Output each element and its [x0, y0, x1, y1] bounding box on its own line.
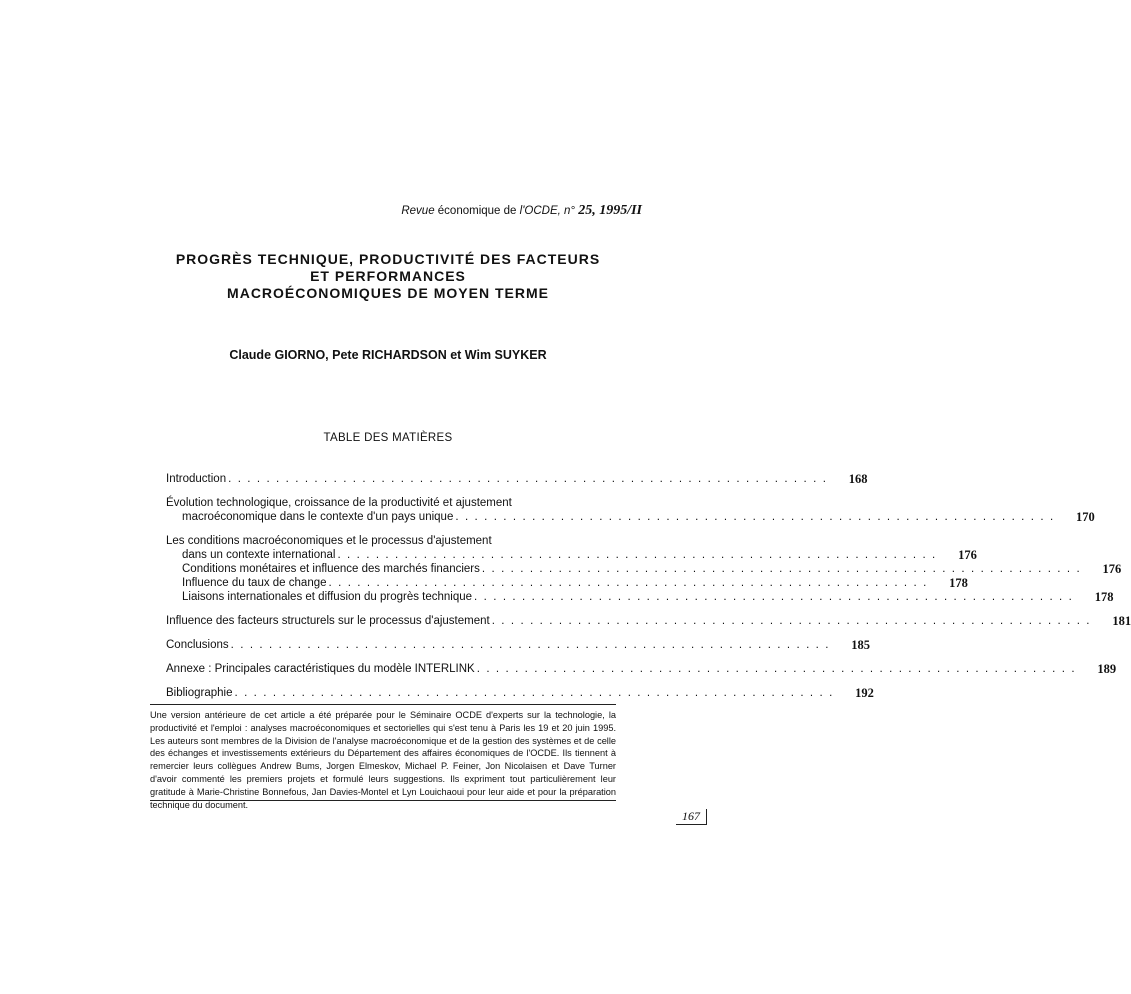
toc-leader-dots: . . . . . . . . . . . . . . . . . . . . . . . . . . . . . . . . . . . . . . . . . . . . . . . . . . . . . . . . . . . . . . .	[476, 663, 1077, 675]
title-line-2: ET PERFORMANCES	[310, 268, 466, 284]
toc-page-number: 185	[851, 638, 871, 652]
toc-leader-dots: . . . . . . . . . . . . . . . . . . . . . . . . . . . . . . . . . . . . . . . . . . . . . . . . . . . . . . . . . . . . . . .	[455, 511, 1055, 523]
toc-label-line-2: macroéconomique dans le contexte d'un pays unique	[182, 511, 454, 523]
footnote: Une version antérieure de cet article a été préparée pour le Séminaire OCDE d'experts sur la technologie, la productivité et l'emploi : analyses macroéconomiques et sectorielles qui s'est tenu à Paris les 19 et 20 juin 1995. Les auteurs sont membres de la Division de l'analyse macroéconomique et de la gestion des systèmes et de celle des échanges et investissements extérieurs du Département des affaires économiques de l'OCDE. Ils tiennent à remercier leurs collègues Andrew Bums, Jorgen Elmeskov, Michael P. Feiner, Jon Nicolaisen et Dave Turner d'avoir commenté les premiers projets et formulé leurs suggestions. Ils expriment tout particulièrement leur gratitude à Marie-Christine Bonnefous, Jan Davies-Montel et Lyn Louichaoui pour leur aide et pour la préparation technique du document.	[150, 710, 616, 810]
journal-name: l'OCDE, n°	[519, 205, 579, 217]
toc-page-number: 178	[949, 576, 968, 590]
toc-page-number: 170	[1076, 510, 1095, 524]
toc-leader-dots: . . . . . . . . . . . . . . . . . . . . . . . . . . . . . . . . . . . . . . . . . . . . . . . . . . . . . . . . . . . . . . .	[474, 591, 1074, 603]
toc-leader-dots: . . . . . . . . . . . . . . . . . . . . . . . . . . . . . . . . . . . . . . . . . . . . . . . . . . . . . . . . . . . . . . .	[481, 563, 1082, 575]
toc-page-number: 168	[848, 472, 868, 486]
toc-label: Conclusions	[166, 639, 229, 651]
toc-entry-bibliography[interactable]	[166, 686, 874, 700]
toc-leader-dots: . . . . . . . . . . . . . . . . . . . . . . . . . . . . . . . . . . . . . . . . . . . . . . . . . . . . . . . . . . . . . . .	[337, 549, 937, 561]
toc-page-number: 181	[1112, 614, 1131, 628]
toc-label: Bibliographie	[166, 687, 233, 699]
page-number: 167	[676, 809, 707, 825]
toc-label-line-1: Évolution technologique, croissance de la productivité et ajustement	[166, 497, 512, 509]
title-line-1: PROGRÈS TECHNIQUE, PRODUCTIVITÉ DES FACTEURS	[175, 251, 601, 267]
toc-label: Annexe : Principales caractéristiques du modèle INTERLINK	[166, 663, 475, 675]
toc-label: Introduction	[166, 473, 227, 485]
toc-page-number: 176	[958, 548, 977, 562]
toc-label: Liaisons internationales et diffusion du progrès technique	[182, 591, 473, 603]
article-title	[120, 251, 656, 302]
table-of-contents	[166, 472, 1131, 700]
toc-page-number: 192	[855, 686, 874, 700]
journal-prefix: Revue	[401, 205, 435, 217]
toc-leader-dots: . . . . . . . . . . . . . . . . . . . . . . . . . . . . . . . . . . . . . . . . . . . . . . . . . . . . . . . . . . . . . . .	[228, 473, 828, 485]
toc-label: Influence du taux de change	[182, 577, 327, 589]
journal-reference	[401, 203, 642, 219]
title-line-3: MACROÉCONOMIQUES DE MOYEN TERME	[227, 285, 549, 301]
toc-page-number: 176	[1102, 562, 1122, 576]
journal-issue-number: 25, 1995/II	[578, 203, 642, 218]
footnote-bottom-rule	[150, 800, 616, 801]
toc-entry-conclusions[interactable]	[166, 638, 871, 652]
toc-label: Influence des facteurs structurels sur le processus d'ajustement	[166, 615, 490, 627]
toc-entry-conditions[interactable]	[166, 534, 977, 562]
toc-entry-introduction[interactable]	[166, 472, 868, 486]
toc-label-line-2: dans un contexte international	[182, 549, 336, 561]
toc-label: Conditions monétaires et influence des marchés financiers	[182, 563, 480, 575]
toc-leader-dots: . . . . . . . . . . . . . . . . . . . . . . . . . . . . . . . . . . . . . . . . . . . . . . . . . . . . . . . . . . . . . . .	[491, 615, 1092, 627]
toc-page-number: 178	[1094, 590, 1114, 604]
toc-label-line-1: Les conditions macroéconomiques et le processus d'ajustement	[166, 535, 492, 547]
toc-entry-exchange-rate[interactable]	[166, 576, 968, 590]
toc-heading: TABLE DES MATIÈRES	[323, 432, 453, 444]
toc-leader-dots: . . . . . . . . . . . . . . . . . . . . . . . . . . . . . . . . . . . . . . . . . . . . . . . . . . . . . . . . . . . . . . .	[328, 577, 928, 589]
toc-entry-structural-factors[interactable]	[166, 614, 1131, 628]
journal-middle: économique de	[434, 205, 520, 217]
toc-entry-annex[interactable]	[166, 662, 1117, 676]
toc-leader-dots: . . . . . . . . . . . . . . . . . . . . . . . . . . . . . . . . . . . . . . . . . . . . . . . . . . . . . . . . . . . . . . .	[234, 687, 834, 699]
toc-leader-dots: . . . . . . . . . . . . . . . . . . . . . . . . . . . . . . . . . . . . . . . . . . . . . . . . . . . . . . . . . . . . . . .	[230, 639, 831, 651]
toc-entry-monetary-conditions[interactable]	[166, 562, 1122, 576]
footnote-top-rule	[150, 704, 616, 705]
toc-entry-international-links[interactable]	[166, 590, 1114, 604]
toc-page-number: 189	[1097, 662, 1117, 676]
authors: Claude GIORNO, Pete RICHARDSON et Wim SUYKER	[229, 348, 547, 362]
toc-entry-evolution[interactable]	[166, 496, 1095, 524]
